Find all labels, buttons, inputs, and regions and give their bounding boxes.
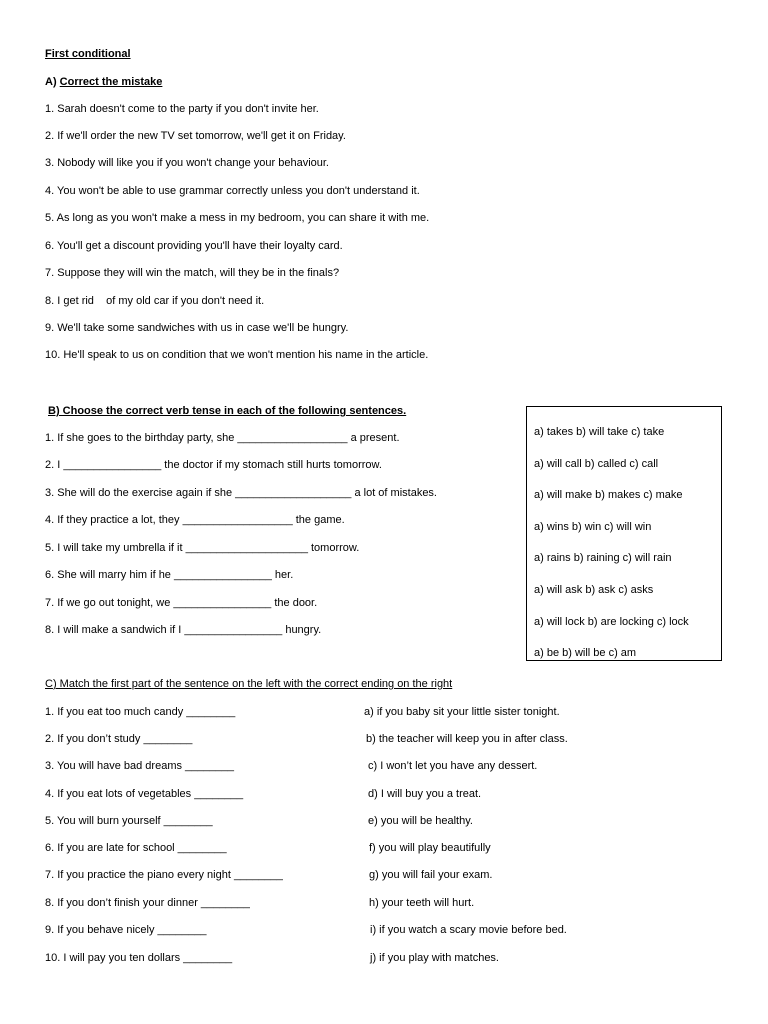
match-left-item: 9. If you behave nicely ________ — [45, 924, 207, 936]
match-left-item: 7. If you practice the piano every night ________ — [45, 869, 283, 881]
match-right-item: b) the teacher will keep you in after class. — [366, 733, 568, 745]
match-right-item: i) if you watch a scary movie before bed. — [370, 924, 567, 936]
section-b-item: 6. She will marry him if he ________________ her. — [45, 569, 294, 581]
match-right-item: j) if you play with matches. — [370, 952, 499, 964]
match-left-item: 6. If you are late for school ________ — [45, 842, 227, 854]
section-b-item: 7. If we go out tonight, we ________________ the door. — [45, 597, 318, 609]
option-line: a) will make b) makes c) make — [534, 489, 683, 501]
section-a-item: 8. I get rid of my old car if you don't need it. — [45, 295, 265, 307]
section-a-item: 4. You won't be able to use grammar correctly unless you don't understand it. — [45, 185, 420, 197]
section-a-item: 9. We'll take some sandwiches with us in case we'll be hungry. — [45, 322, 349, 334]
match-left-item: 8. If you don’t finish your dinner ________ — [45, 897, 250, 909]
match-right-item: c) I won’t let you have any dessert. — [368, 760, 538, 772]
section-b-item: 1. If she goes to the birthday party, she __________________ a present. — [45, 432, 400, 444]
option-line: a) will lock b) are locking c) lock — [534, 616, 689, 628]
option-line: a) will ask b) ask c) asks — [534, 584, 654, 596]
section-a-letter: A) — [45, 76, 57, 88]
match-right-item: g) you will fail your exam. — [369, 869, 493, 881]
match-right-item: h) your teeth will hurt. — [369, 897, 475, 909]
match-left-item: 3. You will have bad dreams ________ — [45, 760, 234, 772]
section-b-item: 2. I ________________ the doctor if my stomach still hurts tomorrow. — [45, 459, 382, 471]
section-c-letter: C — [45, 678, 53, 690]
options-box — [526, 406, 722, 661]
section-a-heading — [45, 75, 162, 89]
section-b-item: 3. She will do the exercise again if she ___________________ a lot of mistakes. — [45, 487, 437, 499]
document-title: First conditional — [45, 48, 131, 60]
section-c-title: ) Match the first part of the sentence on the left with the correct ending on the right — [52, 678, 453, 690]
match-right-item: d) I will buy you a treat. — [368, 788, 482, 800]
section-b-item: 5. I will take my umbrella if it ____________________ tomorrow. — [45, 542, 360, 554]
section-a-item: 10. He'll speak to us on condition that we won't mention his name in the article. — [45, 349, 429, 361]
section-b-item: 4. If they practice a lot, they __________________ the game. — [45, 514, 345, 526]
option-line: a) rains b) raining c) will rain — [534, 552, 672, 564]
match-left-item: 10. I will pay you ten dollars ________ — [45, 952, 233, 964]
section-b-item: 8. I will make a sandwich if I ________________ hungry. — [45, 624, 322, 636]
section-c-heading — [45, 677, 452, 691]
section-a-title: Correct the mistake — [59, 76, 163, 88]
section-a-item: 7. Suppose they will win the match, will they be in the finals? — [45, 267, 340, 279]
match-left-item: 5. You will burn yourself ________ — [45, 815, 213, 827]
option-line: a) will call b) called c) call — [534, 458, 659, 470]
section-a-item: 6. You'll get a discount providing you'll have their loyalty card. — [45, 240, 343, 252]
section-a-item: 5. As long as you won't make a mess in my bedroom, you can share it with me. — [45, 212, 430, 224]
match-right-item: f) you will play beautifully — [369, 842, 491, 854]
section-a-item: 1. Sarah doesn't come to the party if you don't invite her. — [45, 103, 319, 115]
option-line: a) takes b) will take c) take — [534, 426, 665, 438]
match-right-item: a) if you baby sit your little sister tonight. — [364, 706, 560, 718]
section-a-item: 3. Nobody will like you if you won't change your behaviour. — [45, 157, 329, 169]
match-left-item: 1. If you eat too much candy ________ — [45, 706, 236, 718]
match-left-item: 4. If you eat lots of vegetables ________ — [45, 788, 244, 800]
match-left-item: 2. If you don’t study ________ — [45, 733, 193, 745]
section-a-item: 2. If we'll order the new TV set tomorrow, we'll get it on Friday. — [45, 130, 346, 142]
option-line: a) wins b) win c) will win — [534, 521, 652, 533]
match-right-item: e) you will be healthy. — [368, 815, 473, 827]
option-line: a) be b) will be c) am — [534, 647, 637, 659]
section-b-heading: B) Choose the correct verb tense in each of the following sentences. — [48, 405, 407, 417]
